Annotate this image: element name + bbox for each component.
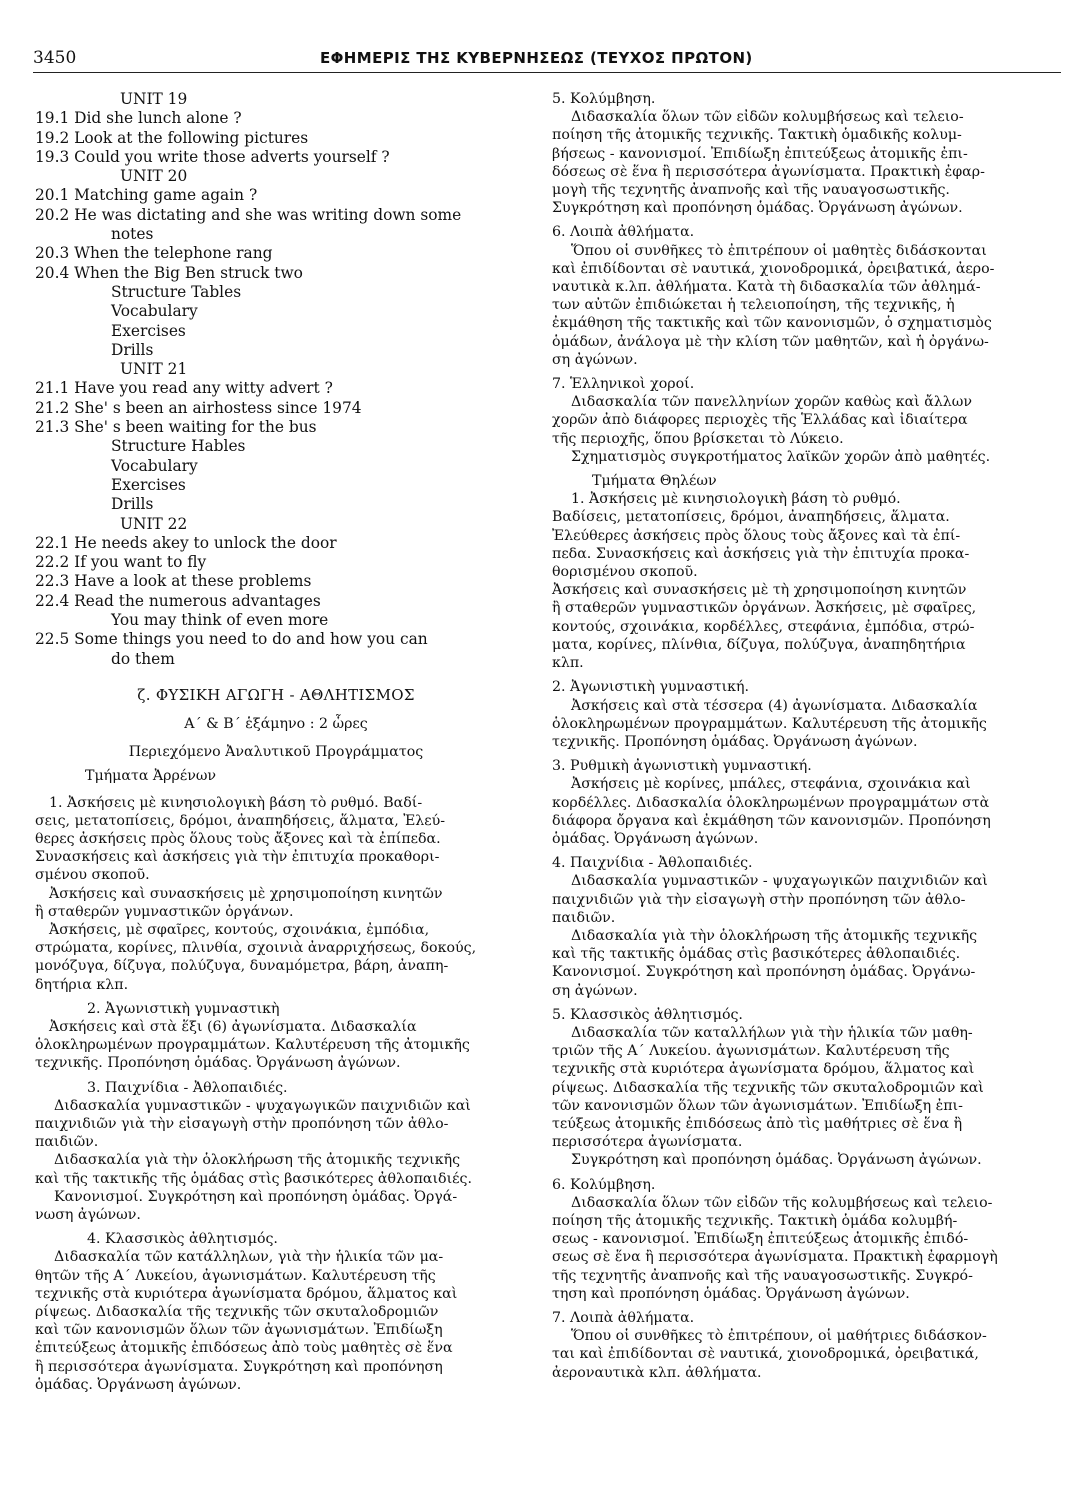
text-line: τεχνικῆς. Προπόνηση ὁμάδας. Ὀργάνωση ἀγώνων. xyxy=(552,733,918,750)
girls-item-1b xyxy=(552,581,1054,672)
unit-line: 21.3 She' s been waiting for the bus xyxy=(35,418,317,437)
unit-line: Vocabulary xyxy=(111,456,198,475)
girls-item-1 xyxy=(552,490,1054,581)
text-line: τεύξεως ἀτομικῆς ἐπιδόσεως ἀπὸ τὶς μαθήτριες σὲ ἕνα ἢ xyxy=(552,1115,963,1132)
boys-item-3 xyxy=(35,1097,517,1152)
unit-line: 20.4 When the Big Ben struck two xyxy=(35,263,303,282)
text-line: παιδιῶν. xyxy=(552,909,616,926)
text-line: νωση ἀγώνων. xyxy=(35,1206,141,1223)
text-line: Κανονισμοί. Συγκρότηση καὶ προπόνηση ὁμάδας. Ὀργάνω- xyxy=(552,964,976,981)
text-line: παιχνιδιῶν γιὰ τὴν εἰσαγωγὴ στὴν προπόνηση τῶν ἀθλο- xyxy=(35,1115,449,1132)
text-line: ἢ περισσότερα ἀγωνίσματα. Συγκρότηση καὶ προπόνηση xyxy=(35,1358,443,1375)
text-line: Ἀσκήσεις, μὲ σφαῖρες, κοντούς, σχοινάκια, ἐμπόδια, xyxy=(49,921,430,938)
text-line: τεχνικῆς στὰ κυριότερα ἀγωνίσματα δρόμου, ἅλματος καὶ xyxy=(552,1061,975,1078)
boys-item-1b xyxy=(35,885,517,921)
girls-item-2-heading: 2. Ἀγωνιστικὴ γυμναστική. xyxy=(552,679,750,696)
boys-item-4-heading: 4. Κλασσικὸς ἀθλητισμός. xyxy=(87,1231,278,1248)
unit-line: 21.2 She' s been an airhostess since 1974 xyxy=(35,398,362,417)
text-line: ρίψεως. Διδασκαλία τῆς τεχνικῆς τῶν σκυταλοδρομιῶν xyxy=(35,1304,439,1320)
unit-line: Vocabulary xyxy=(111,302,198,321)
boys-item-3-heading: 3. Παιχνίδια - Ἀθλοπαιδιές. xyxy=(87,1079,288,1096)
text-line: Διδασκαλία γυμναστικῶν - ψυχαγωγικῶν παιχνιδιῶν καὶ xyxy=(54,1097,471,1114)
text-line: ἢ σταθερῶν γυμναστικῶν ὀργάνων. xyxy=(35,903,294,920)
text-line: Διδασκαλία τῶν κατάλληλων, γιὰ τὴν ἡλικία τῶν μα- xyxy=(54,1249,444,1266)
section-title: ζ. ΦΥΣΙΚΗ ΑΓΩΓΗ - ΑΘΛΗΤΙΣΜΟΣ xyxy=(137,685,415,704)
text-line: ἢ σταθερῶν γυμναστικῶν ὀργάνων. Ἀσκήσεις, μὲ σφαῖρες, xyxy=(552,600,977,617)
unit-line: 22.2 If you want to fly xyxy=(35,553,207,572)
unit-line: Drills xyxy=(111,495,154,514)
text-line: Διδασκαλία ὅλων τῶν εἰδῶν κολυμβήσεως καὶ τελειο- xyxy=(571,109,964,126)
text-line: τῆς περιοχῆς, ὅπου βρίσκεται τὸ Λύκειο. xyxy=(552,430,844,447)
unit-line: 22.4 Read the numerous advantages xyxy=(35,591,321,610)
text-line: ἀεροναυτικὰ κλπ. ἀθλήματα. xyxy=(552,1364,762,1381)
text-line: πεδα. Συνασκήσεις καὶ ἀσκήσεις γιὰ τὴν ἐπιτυχία προκα- xyxy=(552,545,970,562)
boys-item-2-heading: 2. Ἀγωνιστικὴ γυμναστικὴ xyxy=(87,1000,280,1017)
text-line: Ἀσκήσεις καὶ στὰ ἕξι (6) ἀγωνίσματα. Διδασκαλία xyxy=(49,1018,417,1035)
text-line: τεχνικῆς. Προπόνηση ὁμάδας. Ὀργάνωση ἀγώνων. xyxy=(35,1055,401,1072)
text-line: Διδασκαλία τῶν καταλλήλων γιὰ τὴν ἡλικία τῶν μαθη- xyxy=(571,1024,973,1041)
unit-line: 22.3 Have a look at these problems xyxy=(35,572,312,591)
text-line: ὁλοκληρωμένων προγραμμάτων. Καλυτέρευση τῆς ἀτομικῆς xyxy=(35,1037,470,1054)
item-5-heading: 5. Κολύμβηση. xyxy=(552,91,656,107)
girls-item-3-heading: 3. Ρυθμικὴ ἀγωνιστικὴ γυμναστική. xyxy=(552,758,812,775)
text-line: παιδιῶν. xyxy=(35,1134,99,1151)
girls-item-6 xyxy=(552,1194,1054,1303)
item-7 xyxy=(552,393,1054,448)
unit-line: 22.5 Some things you need to do and how you can xyxy=(35,630,428,649)
girls-item-5-training: Συγκρότηση καὶ προπόνηση ὁμάδας. Ὀργάνωση ἀγώνων. xyxy=(571,1152,982,1169)
unit-line: 22.1 He needs akey to unlock the door xyxy=(35,533,337,552)
unit-line: Drills xyxy=(111,340,154,359)
text-line: Βαδίσεις, μετατοπίσεις, δρόμοι, ἀναπηδήσεις, ἅλματα. xyxy=(552,509,950,526)
text-line: Συνασκήσεις καὶ ἀσκήσεις γιὰ τὴν ἐπιτυχία προκαθορι- xyxy=(35,849,440,866)
gazette-title: ΕΦΗΜΕΡΙΣ ΤΗΣ ΚΥΒΕΡΝΗΣΕΩΣ (ΤΕΥΧΟΣ ΠΡΩΤΟΝ) xyxy=(320,49,753,67)
item-6-heading: 6. Λοιπὰ ἀθλήματα. xyxy=(552,224,695,241)
text-line: παιχνιδιῶν γιὰ τὴν εἰσαγωγὴ στὴν προπόνηση τῶν ἀθλο- xyxy=(552,891,966,908)
text-line: ση ἀγώνων. xyxy=(552,351,638,368)
text-line: περισσότερα ἀγωνίσματα. xyxy=(552,1134,743,1151)
text-line: Ἀσκήσεις καὶ συνασκήσεις μὲ χρησιμοποίηση κινητῶν xyxy=(49,885,443,902)
text-line: σεις, μετατοπίσεις, δρόμοι, ἀναπηδήσεις, ἅλματα, Ἐλεύ- xyxy=(35,812,446,829)
text-line: Ἐλεύθερες ἀσκήσεις πρὸς ὅλους τοὺς ἄξονες καὶ τὰ ἐπί- xyxy=(552,527,961,544)
unit-line: Exercises xyxy=(111,475,186,494)
text-line: ναυτικὰ κ.λπ. ἀθλήματα. Κατὰ τὴ διδασκαλία τῶν ἀθλημά- xyxy=(552,279,981,296)
text-line: δόσεως σὲ ἕνα ἢ περισσότερα ἀγωνίσματα. Πρακτικὴ ἐφαρ- xyxy=(552,163,985,180)
girls-item-5 xyxy=(552,1024,1054,1151)
boys-heading: Τμήματα Ἀρρένων xyxy=(85,768,217,785)
girls-item-2 xyxy=(552,697,1054,752)
girls-item-5-heading: 5. Κλασσικὸς ἀθλητισμός. xyxy=(552,1006,743,1023)
english-units-list xyxy=(35,90,517,669)
text-line: μονόζυγα, δίζυγα, πολύζυγα, δυναμόμετρα, βάρη, ἀναπη- xyxy=(35,958,449,975)
unit-line: Structure Hables xyxy=(111,437,246,456)
program-heading: Περιεχόμενο Ἀναλυτικοῦ Προγράμματος xyxy=(128,744,424,761)
text-line: μογὴ τῆς τεχνητῆς ἀναπνοῆς καὶ τῆς ναυαγοσωστικῆς. xyxy=(552,182,950,199)
text-line: Συγκρότηση καὶ προπόνηση ὁμάδας. Ὀργάνωση ἀγώνων. xyxy=(552,200,963,217)
text-line: Διδασκαλία γιὰ τὴν ὁλοκλήρωση τῆς ἀτομικῆς τεχνικῆς xyxy=(54,1152,461,1169)
text-line: ση ἀγώνων. xyxy=(552,982,638,999)
item-5 xyxy=(552,108,1054,217)
unit-line: 20.1 Matching game again ? xyxy=(35,186,258,205)
text-line: Ἀσκήσεις καὶ συνασκήσεις μὲ τὴ χρησιμοποίηση κινητῶν xyxy=(552,582,967,599)
text-line: Κανονισμοί. Συγκρότηση καὶ προπόνηση ὁμάδας. Ὀργά- xyxy=(54,1188,458,1205)
girls-item-7-heading: 7. Λοιπὰ ἀθλήματα. xyxy=(552,1310,695,1326)
boys-item-3b xyxy=(35,1151,517,1187)
text-line: ὁμάδας. Ὀργάνωση ἀγώνων. xyxy=(35,1376,242,1393)
text-line: στρώματα, κορίνες, πλινθία, σχοινιὰ ἀναρριχήσεως, δοκούς, xyxy=(35,940,477,957)
boys-item-1 xyxy=(35,794,517,885)
unit-line: You may think of even more xyxy=(111,611,329,630)
semester-hours: Α΄ & Β΄ ἑξάμηνο : 2 ὧρες xyxy=(184,715,368,732)
boys-item-4 xyxy=(35,1248,517,1394)
text-line: ὁμάδας. Ὀργάνωση ἀγώνων. xyxy=(552,830,759,847)
item-7-dance-group: Σχηματισμὸς συγκροτήματος λαϊκῶν χορῶν ἀπὸ μαθητές. xyxy=(571,448,991,465)
text-line: σεως - κανονισμοί. Ἐπιδίωξη ἐπιτεύξεως ἀτομικῆς ἐπιδό- xyxy=(552,1231,969,1248)
text-line: θερες ἀσκήσεις πρὸς ὅλους τοὺς ἄξονες καὶ τὰ ἐπίπεδα. xyxy=(35,830,441,847)
text-line: δητήρια κλπ. xyxy=(35,976,129,993)
girls-heading: Τμήματα Θηλέων xyxy=(592,473,717,490)
text-line: σεως σὲ ἕνα ἢ περισσότερα ἀγωνίσματα. Πρακτικὴ ἐφαρμογὴ xyxy=(552,1249,998,1266)
text-line: χορῶν ἀπὸ διάφορες περιοχὲς τῆς Ἑλλάδας καὶ ἰδιαίτερα xyxy=(552,412,968,429)
girls-item-7 xyxy=(552,1327,1054,1382)
unit-line: notes xyxy=(111,225,154,244)
text-line: 1. Ἀσκήσεις μὲ κινησιολογικὴ βάση τὸ ρυθμό. xyxy=(571,491,901,508)
boys-item-2 xyxy=(35,1018,517,1073)
unit-title: UNIT 21 xyxy=(120,360,188,379)
page-number: 3450 xyxy=(33,48,77,68)
text-line: Διδασκαλία τῶν πανελληνίων χορῶν καθὼς καὶ ἄλλων xyxy=(571,394,972,411)
text-line: διάφορα ὄργανα καὶ ἐκμάθηση τῶν κανονισμῶν. Προπόνηση xyxy=(552,812,991,829)
boys-item-3c xyxy=(35,1188,517,1224)
text-line: τῶν κανονισμῶν ὅλων τῶν ἀγωνισμάτων. Ἐπιδίωξη ἐπι- xyxy=(552,1097,963,1114)
text-line: 1. Ἀσκήσεις μὲ κινησιολογικὴ βάση τὸ ρυθμό. Βαδί- xyxy=(49,794,423,811)
boys-item-1c xyxy=(35,921,517,994)
item-6 xyxy=(552,242,1054,369)
header-rule xyxy=(33,72,1061,73)
girls-item-4 xyxy=(552,872,1054,927)
text-line: ὁμάδων, ἀνάλογα μὲ τὴν κλίση τῶν μαθητῶν, καὶ ἡ ὀργάνω- xyxy=(552,333,989,350)
text-line: ποίηση τῆς ἀτομικῆς τεχνικῆς. Τακτικὴ ὁμαδικῆς κολυμ- xyxy=(552,127,962,144)
text-line: θητῶν τῆς Α΄ Λυκείου, ἀγωνισμάτων. Καλυτέρευση τῆς xyxy=(35,1267,436,1284)
text-line: τριῶν τῆς Α΄ Λυκείου. ἀγωνισμάτων. Καλυτέρευση τῆς xyxy=(552,1043,950,1060)
text-line: καὶ τῆς τακτικῆς ὁμάδας στὶς βασικότερες ἀθλοπαιδιές. xyxy=(552,946,961,963)
text-line: τηση καὶ προπόνηση ὁμάδας. Ὀργάνωση ἀγώνων. xyxy=(552,1285,910,1302)
unit-line: 20.2 He was dictating and she was writing down some xyxy=(35,205,462,224)
text-line: τῆς τεχνητῆς ἀναπνοῆς καὶ τῆς ναυαγοσωστικῆς. Συγκρό- xyxy=(552,1267,973,1284)
unit-line: 20.3 When the telephone rang xyxy=(35,244,273,263)
unit-line: do them xyxy=(111,649,175,668)
text-line: καὶ τῆς τακτικῆς τῆς ὁμάδας στὶς βασικότερες ἀθλοπαιδιές. xyxy=(35,1170,472,1187)
text-line: καὶ τῶν κανονισμῶν ὅλων τῶν ἀγωνισμάτων. Ἐπιδίωξη xyxy=(35,1322,443,1339)
text-line: ποίηση τῆς ἀτομικῆς τεχνικῆς. Τακτικὴ ὁμάδα κολυμβή- xyxy=(552,1212,958,1229)
unit-title: UNIT 19 xyxy=(120,90,188,108)
text-line: κοντούς, σχοινάκια, κορδέλλες, στεφάνια, ἐμπόδια, στρώ- xyxy=(552,618,975,635)
text-line: ἐκμάθηση τῆς τακτικῆς καὶ τῶν κανονισμῶν, ὁ σχηματισμὸς xyxy=(552,315,992,332)
text-line: Ὅπου οἱ συνθῆκες τὸ ἐπιτρέπουν οἱ μαθητὲς διδάσκονται xyxy=(571,242,987,259)
text-line: Ἀσκήσεις μὲ κορίνες, μπάλες, στεφάνια, σχοινάκια καὶ xyxy=(571,776,971,793)
text-line: καὶ ἐπιδίδονται σὲ ναυτικά, χιονοδρομικά, ὀρειβατικά, ἀερο- xyxy=(552,260,995,277)
text-line: των αὐτῶν ἐπιδιώκεται ἡ τελειοποίηση, τῆς τεχνικῆς, ἡ xyxy=(552,297,955,314)
girls-item-6-heading: 6. Κολύμβηση. xyxy=(552,1176,656,1193)
girls-item-4b xyxy=(552,927,1054,1000)
text-line: Διδασκαλία γιὰ τὴν ὁλοκλήρωση τῆς ἀτομικῆς τεχνικῆς xyxy=(571,927,978,944)
text-line: κλπ. xyxy=(552,655,584,672)
text-line: Διδασκαλία γυμναστικῶν - ψυχαγωγικῶν παιχνιδιῶν καὶ xyxy=(571,873,988,890)
unit-title: UNIT 22 xyxy=(120,514,188,533)
text-line: ρίψεως. Διδασκαλία τῆς τεχνικῆς τῶν σκυταλοδρομιῶν καὶ xyxy=(552,1079,984,1096)
unit-title: UNIT 20 xyxy=(120,167,188,186)
right-column xyxy=(552,90,1054,1382)
text-line: κορδέλλες. Διδασκαλία ὁλοκληρωμένων προγραμμάτων στὰ xyxy=(552,794,990,811)
text-line: τεχνικῆς στὰ κυριότερα ἀγωνίσματα δρόμου, ἅλματος καὶ xyxy=(35,1285,458,1302)
unit-line: Structure Tables xyxy=(111,282,242,301)
text-line: ματα, κορίνες, πλίνθια, δίζυγα, πολύζυγα, ἀναπηδητήρια xyxy=(552,636,966,653)
text-line: ὁλοκληρωμένων προγραμμάτων. Καλυτέρευση τῆς ἀτομικῆς xyxy=(552,715,987,732)
girls-item-3 xyxy=(552,775,1054,848)
page-header xyxy=(33,48,1063,72)
unit-line: 19.1 Did she lunch alone ? xyxy=(35,109,242,128)
text-line: ται καὶ ἐπιδίδονται σὲ ναυτικά, χιονοδρομικά, ὀρειβατικά, xyxy=(552,1346,979,1363)
text-line: Ὅπου οἱ συνθῆκες τὸ ἐπιτρέπουν, οἱ μαθήτριες διδάσκον- xyxy=(571,1328,987,1345)
text-line: ἐπιτεύξεως ἀτομικῆς ἐπιδόσεως ἀπὸ τοὺς μαθητὲς σὲ ἕνα xyxy=(35,1340,453,1357)
unit-line: 19.3 Could you write those adverts yourself ? xyxy=(35,147,390,166)
unit-line: Exercises xyxy=(111,321,186,340)
girls-item-4-heading: 4. Παιχνίδια - Ἀθλοπαιδιές. xyxy=(552,855,753,872)
text-line: Ἀσκήσεις καὶ στὰ τέσσερα (4) ἀγωνίσματα. Διδασκαλία xyxy=(571,697,978,714)
item-7-heading: 7. Ἑλληνικοὶ χοροί. xyxy=(552,376,695,393)
text-line: σμένου σκοποῦ. xyxy=(35,867,150,884)
left-column xyxy=(35,90,517,1394)
text-line: θορισμένου σκοποῦ. xyxy=(552,564,698,581)
unit-line: 21.1 Have you read any witty advert ? xyxy=(35,379,333,398)
text-line: βήσεως - κανονισμοί. Ἐπιδίωξη ἐπιτεύξεως ἀτομικῆς ἐπι- xyxy=(552,145,968,162)
text-line: Διδασκαλία ὅλων τῶν εἰδῶν τῆς κολυμβήσεως καὶ τελειο- xyxy=(571,1194,993,1211)
unit-line: 19.2 Look at the following pictures xyxy=(35,128,309,147)
